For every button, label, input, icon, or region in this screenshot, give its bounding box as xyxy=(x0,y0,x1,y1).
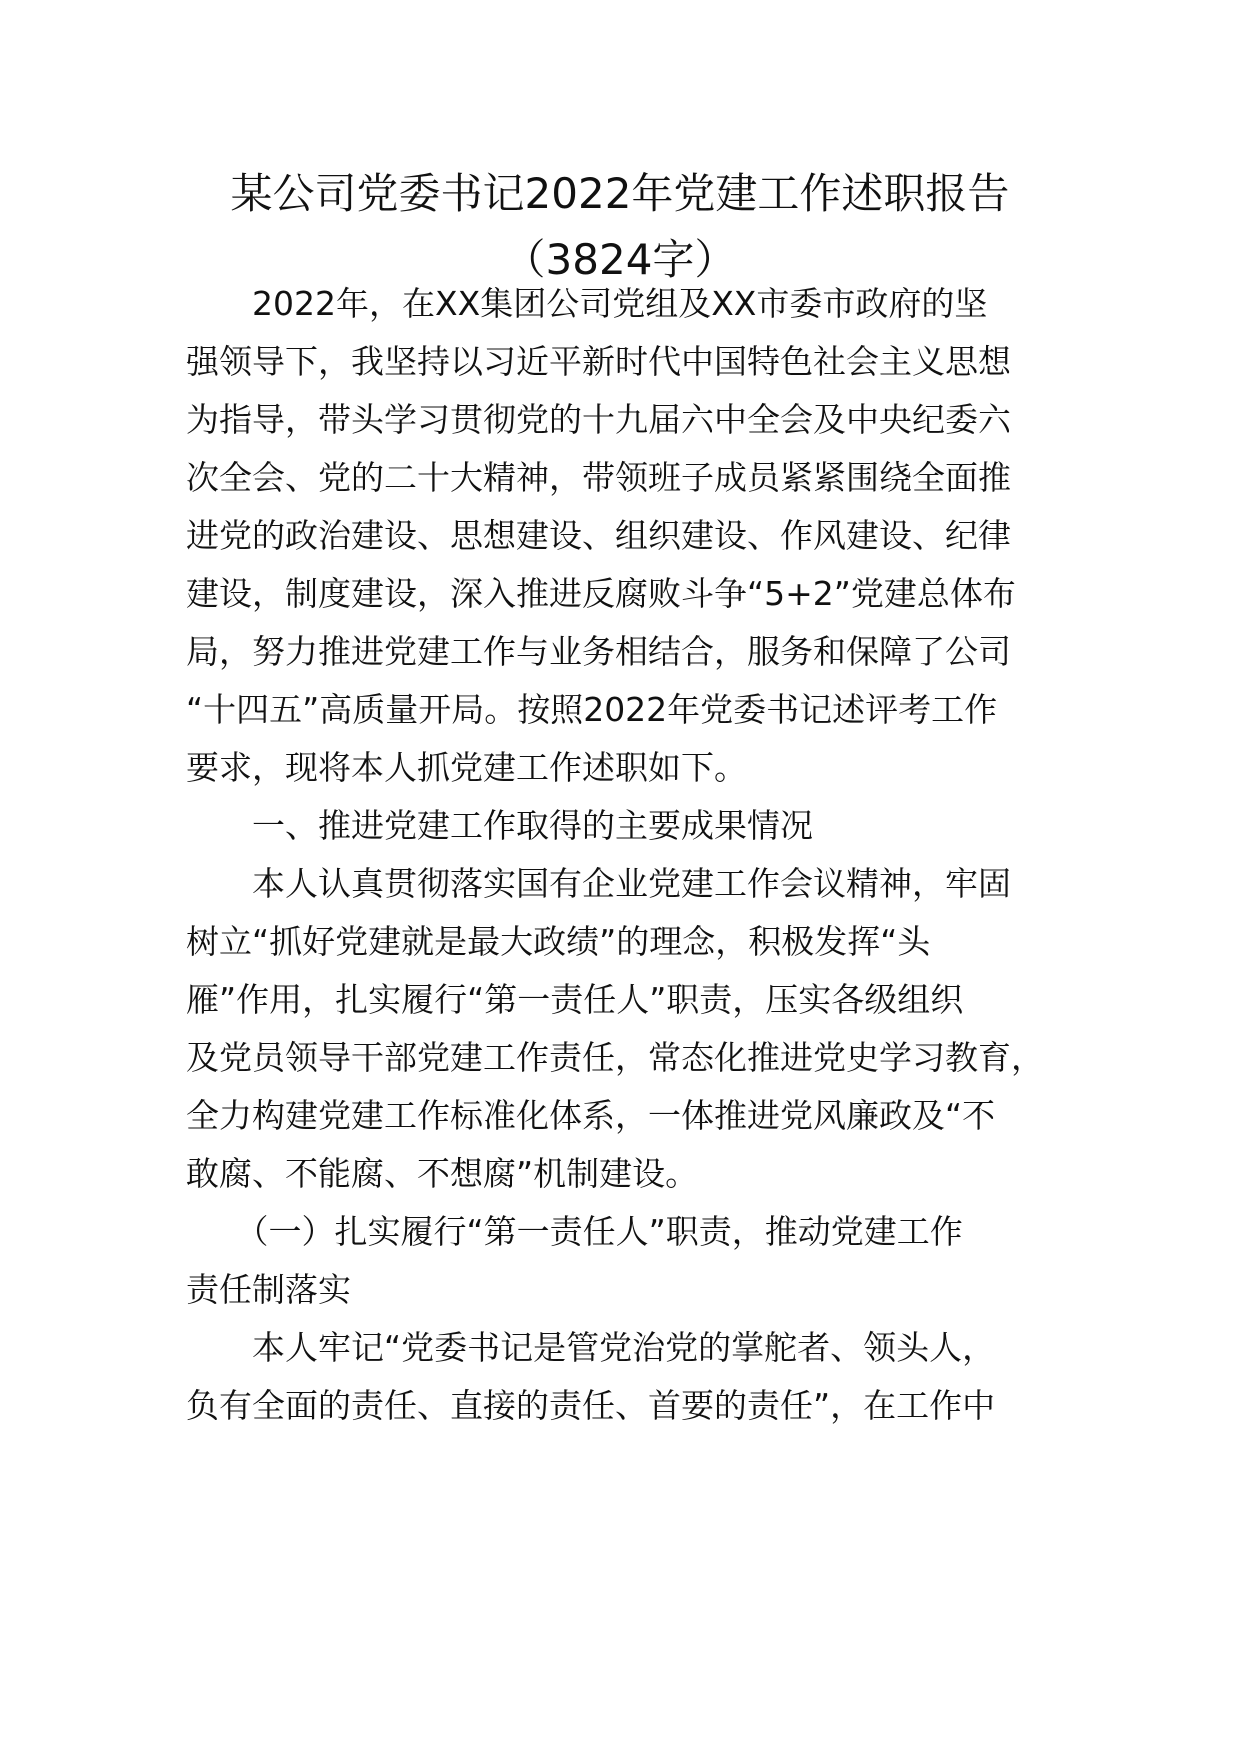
document-title: 某公司党委书记2022年党建工作述职报告 xyxy=(230,169,1010,218)
body-line: “十四五”高质量开局。按照2022年党委书记述评考工作 xyxy=(186,690,998,729)
document-subtitle: （3824字） xyxy=(503,235,737,284)
section-heading: 一、推进党建工作取得的主要成果情况 xyxy=(186,806,813,845)
body-line: 负有全面的责任、直接的责任、首要的责任”，在工作中 xyxy=(186,1386,996,1425)
body-line: 本人认真贯彻落实国有企业党建工作会议精神，牢固 xyxy=(186,864,1011,903)
body-line: 为指导，带头学习贯彻党的十九届六中全会及中央纪委六 xyxy=(186,400,1011,439)
body-line: 建设，制度建设，深入推进反腐败斗争“5+2”党建总体布 xyxy=(186,574,1016,613)
subsection-heading: 责任制落实 xyxy=(186,1270,351,1309)
body-line: 要求，现将本人抓党建工作述职如下。 xyxy=(186,748,747,787)
body-line: 及党员领导干部党建工作责任，常态化推进党史学习教育， xyxy=(186,1038,1044,1077)
body-line: 敢腐、不能腐、不想腐”机制建设。 xyxy=(186,1154,699,1193)
body-line: 雁”作用，扎实履行“第一责任人”职责，压实各级组织 xyxy=(186,980,964,1019)
body-line: 次全会、党的二十大精神，带领班子成员紧紧围绕全面推 xyxy=(186,458,1011,497)
body-line: 本人牢记“党委书记是管党治党的掌舵者、领头人， xyxy=(186,1328,996,1367)
body-line: 进党的政治建设、思想建设、组织建设、作风建设、纪律 xyxy=(186,516,1011,555)
body-line: 局，努力推进党建工作与业务相结合，服务和保障了公司 xyxy=(186,632,1011,671)
body-line: 强领导下，我坚持以习近平新时代中国特色社会主义思想 xyxy=(186,342,1011,381)
body-line: 树立“抓好党建就是最大政绩”的理念，积极发挥“头 xyxy=(186,922,931,961)
body-line: 全力构建党建工作标准化体系，一体推进党风廉政及“不 xyxy=(186,1096,996,1135)
body-line: 2022年，在XX集团公司党组及XX市委市政府的坚 xyxy=(186,284,988,323)
subsection-heading: （一）扎实履行“第一责任人”职责，推动党建工作 xyxy=(186,1212,963,1251)
